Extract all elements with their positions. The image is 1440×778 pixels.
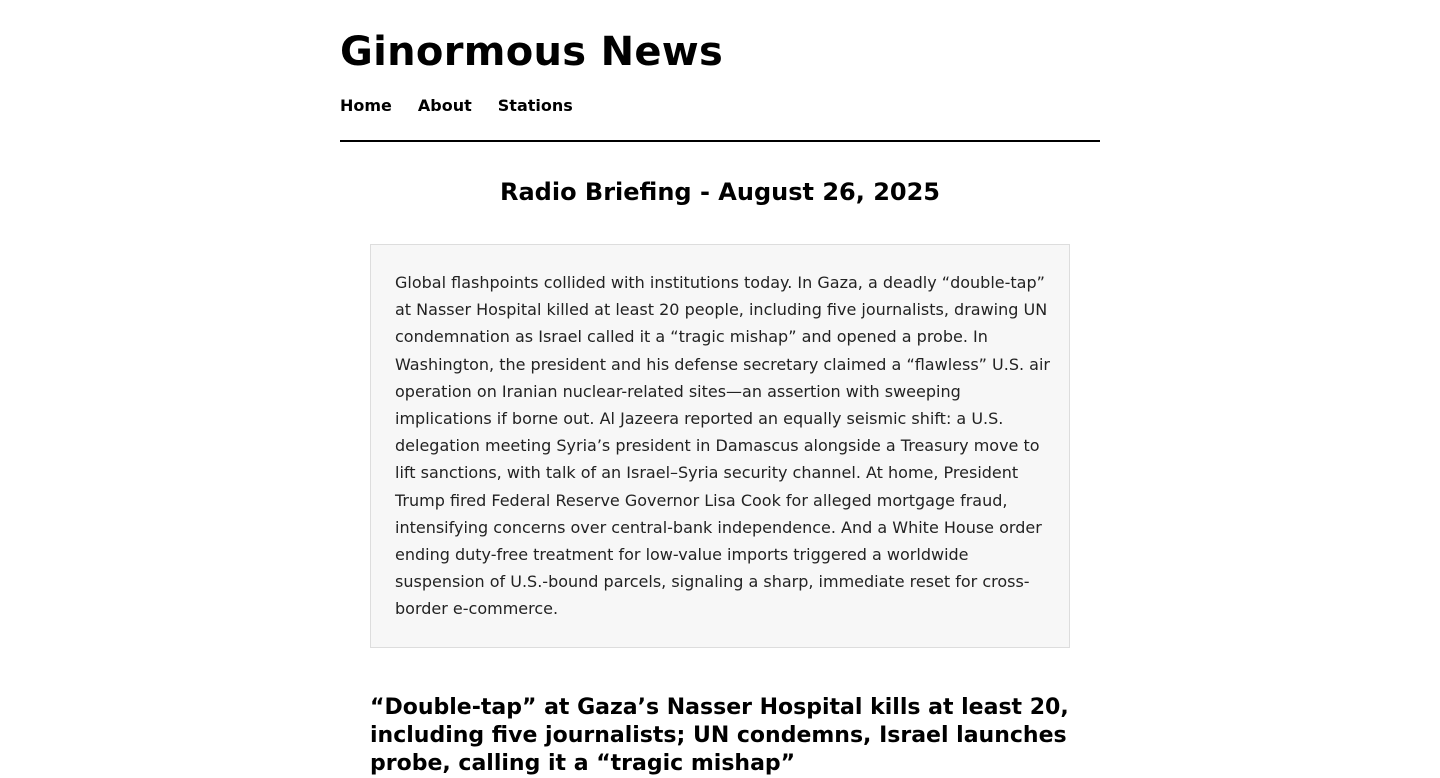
site-title[interactable]: Ginormous News	[340, 29, 724, 75]
nav-home-link[interactable]: Home	[340, 96, 392, 115]
article-headline[interactable]: “Double-tap” at Gaza’s Nasser Hospital kills at least 20, including five journalists; UN condemns, Israel launches probe, calling it a “tragic mishap”	[370, 695, 1069, 776]
briefing-summary-text: Global flashpoints collided with institutions today. In Gaza, a deadly “double-tap” at Nasser Hospital killed at least 20 people, including five journalists, drawing UN condemnation as Israel called it a “tragic mishap” and opened a probe. In Washington, the president and his defense secretary claimed a “flawless” U.S. air operation on Iranian nuclear-related sites—an assertion with sweeping implications if borne out. Al Jazeera reported an equally seismic shift: a U.S. delegation meeting Syria’s president in Damascus alongside a Treasury move to lift sanctions, with talk of an Israel–Syria security channel. At home, President Trump fired Federal Reserve Governor Lisa Cook for alleged mortgage fraud, intensifying concerns over central-bank independence. And a White House order ending duty-free treatment for low-value imports triggered a worldwide suspension of U.S.-bound parcels, signaling a sharp, immediate reset for cross-border e-commerce.	[395, 273, 1050, 619]
nav-stations-link[interactable]: Stations	[497, 96, 573, 115]
briefing-summary-box	[370, 244, 1070, 648]
header-divider	[340, 140, 1100, 142]
nav-about-link[interactable]: About	[417, 96, 472, 115]
briefing-title: Radio Briefing - August 26, 2025	[500, 178, 940, 206]
main-nav	[340, 96, 573, 116]
